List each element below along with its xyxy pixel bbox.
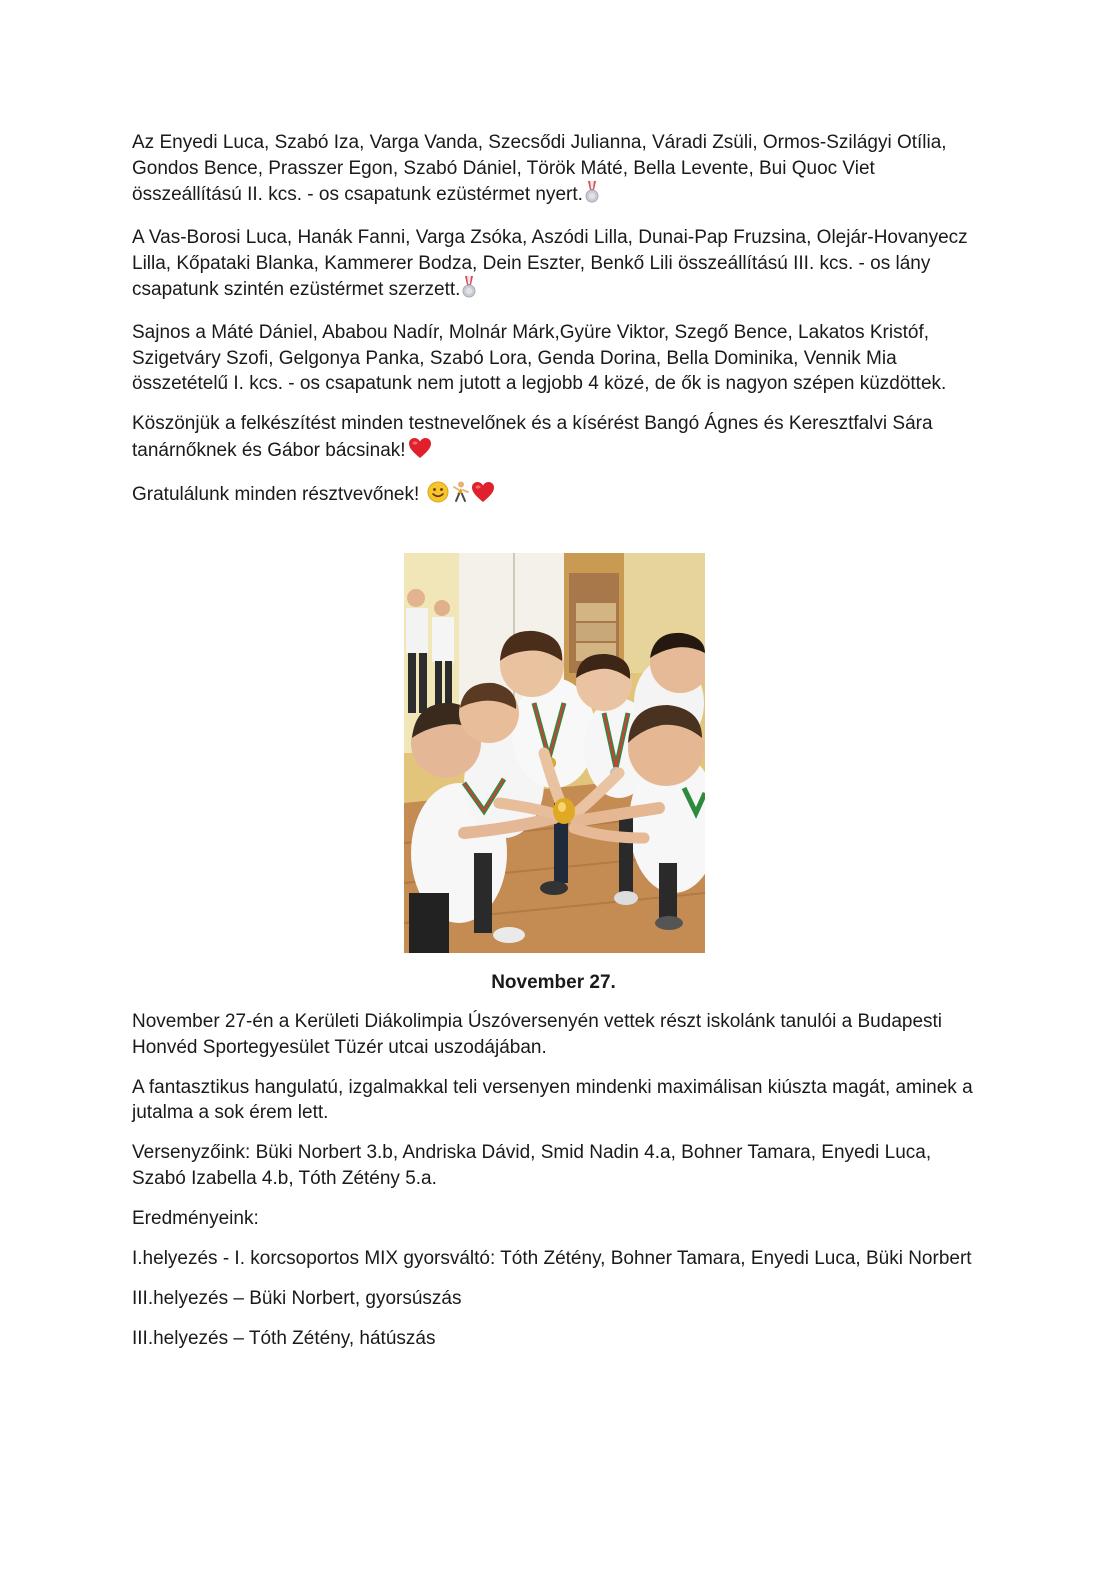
paragraph-text: III.helyezés – Büki Norbert, gyorsúszás [132,1287,462,1309]
paragraph-text: Köszönjük a felkészítést minden testnevelőnek és a kísérést Bangó Ágnes és Keresztfalvi Sára tanárnőknek és Gábor bácsinak! [132,413,933,461]
paragraph-text: November 27-én a Kerületi Diákolimpia Úszóversenyén vettek részt iskolánk tanulói a Budapesti Honvéd Sportegyesület Tüzér utcai uszodájában. [132,1011,943,1058]
paragraph-text: Sajnos a Máté Dániel, Ababou Nadír, Molnár Márk,Gyüre Viktor, Szegő Bence, Lakatos Kristóf, Szigetváry Szofi, Gelgonya Panka, Szabó Lora, Genda Dorina, Bella Dominika, Vennik Mia összetételű I. kcs. - os csapatunk nem jutott a legjobb 4 közé, de ők is nagyon szépen küzdöttek. [132,322,947,394]
paragraph-team-i [132,320,982,397]
paragraph-text: Versenyzőink: Büki Norbert 3.b, Andriska Dávid, Smid Nadin 4.a, Bohner Tamara, Enyedi Luca, Szabó Izabella 4.b, Tóth Zétény 5.a. [132,1142,932,1189]
paragraph-text: Eredményeink: [132,1207,259,1229]
paragraph-competitors [132,1140,982,1191]
paragraph-text: A Vas-Borosi Luca, Hanák Fanni, Varga Zsóka, Aszódi Lilla, Dunai-Pap Fruzsina, Olejár-Hovanyecz Lilla, Kőpataki Blanka, Kammerer Bodza, Dein Eszter, Benkő Lili összeállítású III. kcs. - os lány csapatunk szintén ezüstérmet szerzett. [132,227,968,300]
document-page [132,130,982,1366]
paragraph-silver-team-iii [132,225,982,306]
paragraph-swim-atmosphere [132,1075,982,1126]
paragraph-text: III.helyezés – Tóth Zétény, hátúszás [132,1327,436,1349]
paragraph-swim-intro [132,1009,982,1060]
team-huddle-photo [404,553,705,953]
paragraph-congrats [132,481,982,511]
red-heart-icon [471,481,495,511]
paragraph-text: Az Enyedi Luca, Szabó Iza, Varga Vanda, Szecsődi Julianna, Váradi Zsüli, Ormos-Szilágyi Otília, Gondos Bence, Prasszer Egon, Szabó Dániel, Török Máté, Bella Levente, Bui Quoc Viet összeállítású II. kcs. - os csapatunk ezüstérmet nyert. [132,132,947,205]
paragraph-thanks [132,411,982,466]
section-date-heading: November 27. [491,972,616,993]
paragraph-text: I.helyezés - I. korcsoportos MIX gyorsváltó: Tóth Zétény, Bohner Tamara, Enyedi Luca, Büki Norbert [132,1247,972,1269]
dancing-person-icon [451,481,471,511]
smiling-face-icon [427,481,449,511]
silver-medal-icon [462,276,476,306]
paragraph-results-heading [132,1206,982,1232]
paragraph-result-backstroke [132,1326,982,1352]
silver-medal-icon [585,181,599,211]
paragraph-result-freestyle [132,1286,982,1312]
paragraph-text: A fantasztikus hangulatú, izgalmakkal teli versenyen mindenki maximálisan kiúszta magát, aminek a jutalma a sok érem lett. [132,1076,973,1123]
paragraph-text: Gratulálunk minden résztvevőnek! [132,483,420,505]
paragraph-result-relay [132,1246,982,1272]
paragraph-silver-team-ii [132,130,982,211]
red-heart-icon [408,437,432,467]
